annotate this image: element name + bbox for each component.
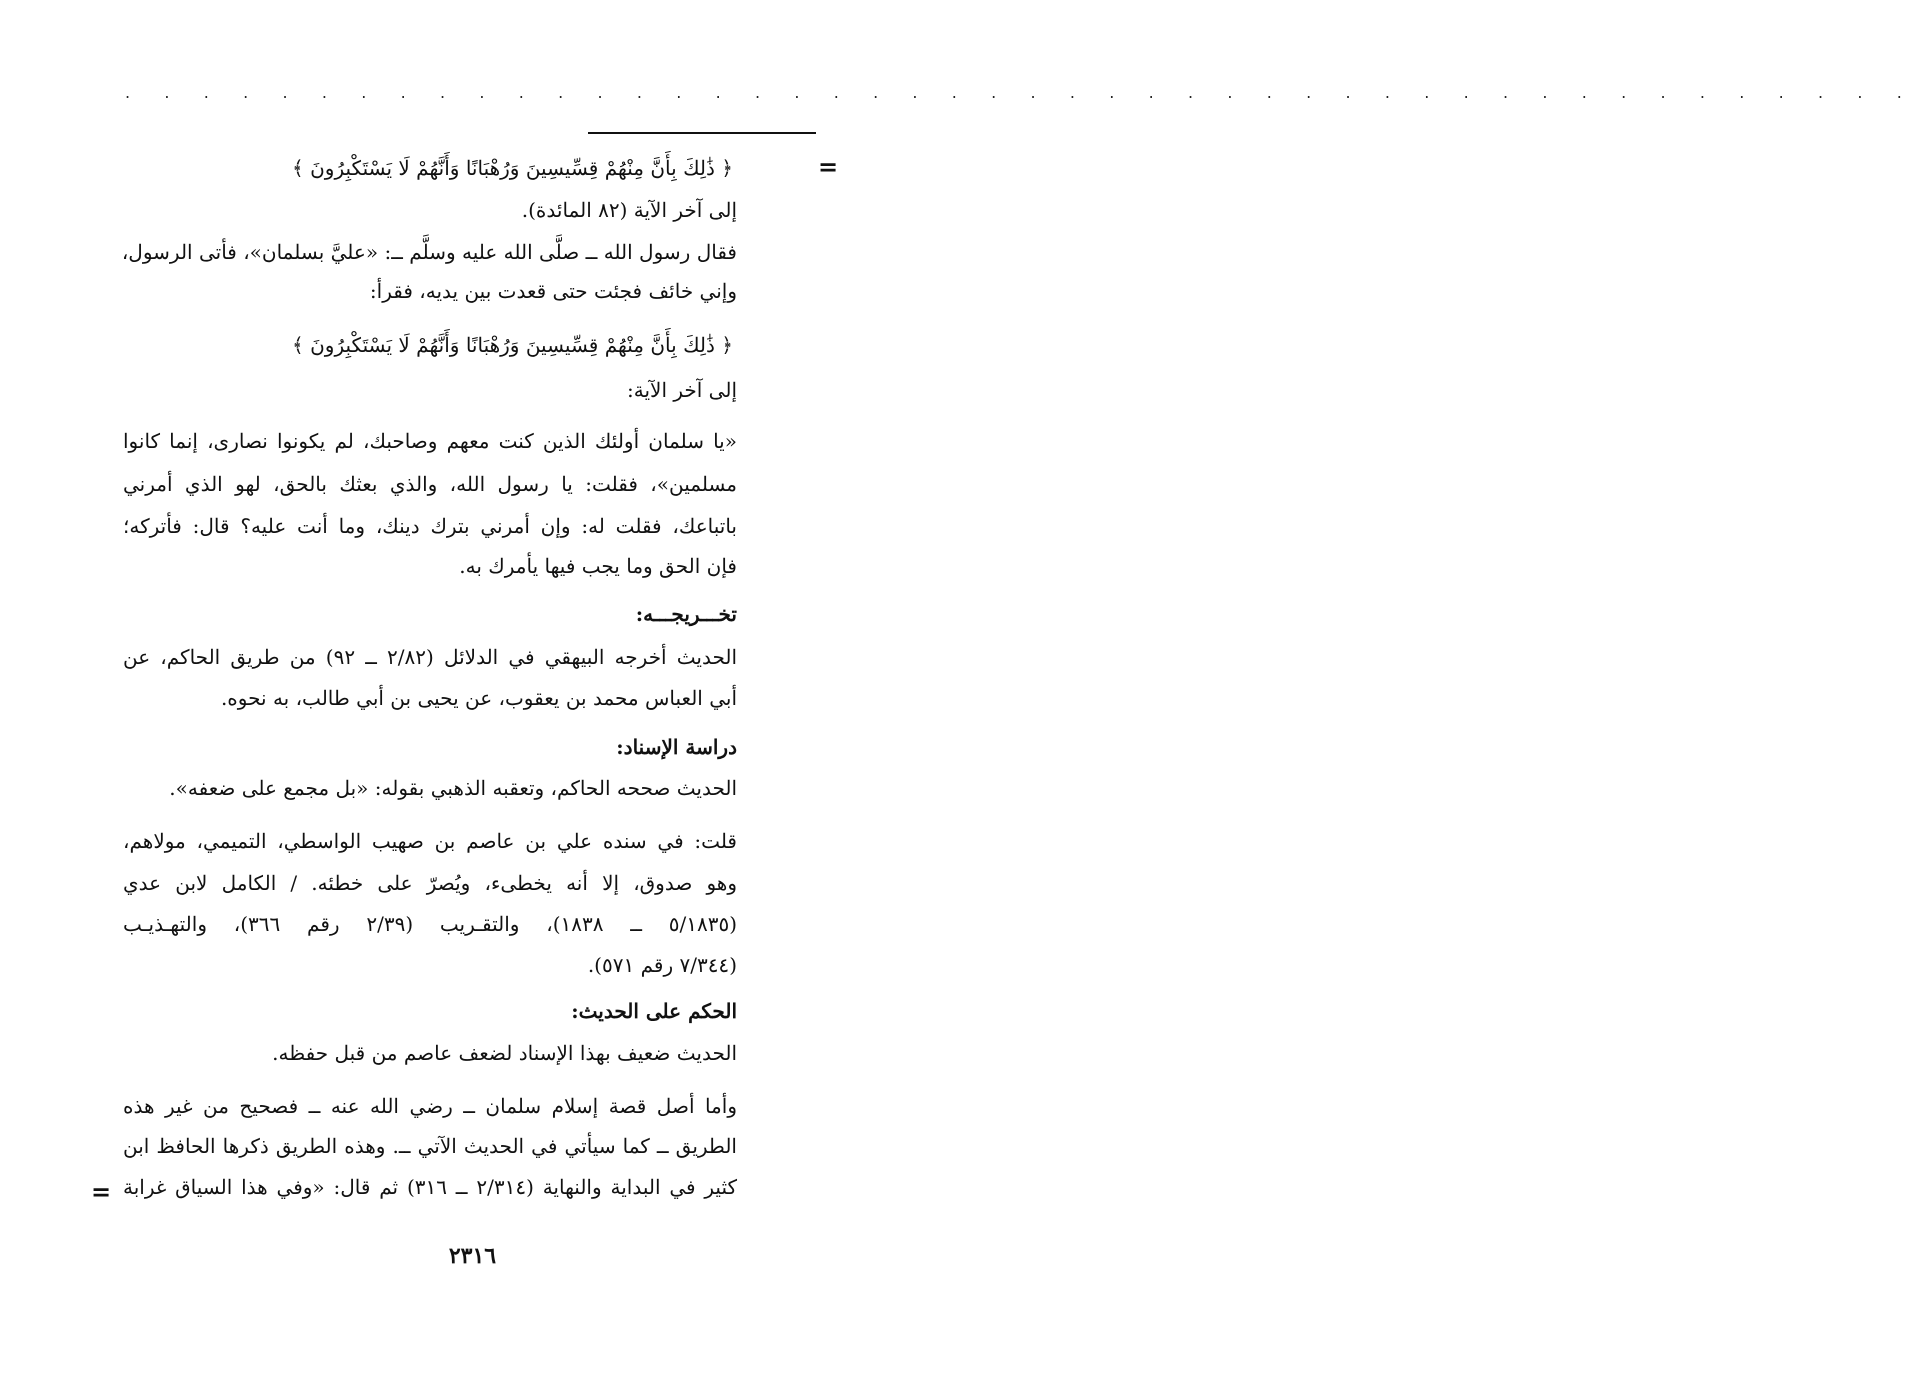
continuation-mark-top: =: [818, 153, 839, 181]
paragraph-line: الحديث أخرجه البيهقي في الدلائل (٢/٨٢ ــ ٩٢) من طريق الحاكم، عن: [123, 645, 738, 669]
paragraph-line: وهو صدوق، إلا أنه يخطىء، ويُصرّ على خطئه. / الكامل لابن عدي: [123, 871, 737, 895]
quran-verse-1: ﴿ ذَٰلِكَ بِأَنَّ مِنْهُمْ قِسِّيسِينَ وَرُهْبَانًا وَأَنَّهُمْ لَا يَسْتَكْبِرُونَ ﴾: [292, 156, 733, 180]
text-line: الحديث ضعيف بهذا الإسناد لضعف عاصم من قبل حفظه.: [272, 1041, 737, 1065]
continuation-mark-bottom: =: [91, 1178, 112, 1206]
text-line: وإني خائف فجئت حتى قعدت بين يديه، فقرأ:: [369, 279, 737, 303]
paragraph-line: «يا سلمان أولئك الذين كنت معهم وصاحبك، لم يكونوا نصارى، إنما كانوا: [123, 429, 737, 453]
paragraph-line: مسلمين»، فقلت: يا رسول الله، والذي بعثك بالحق، لهو الذي أمرني: [123, 472, 737, 496]
quran-verse-2: ﴿ ذَٰلِكَ بِأَنَّ مِنْهُمْ قِسِّيسِينَ وَرُهْبَانًا وَأَنَّهُمْ لَا يَسْتَكْبِرُونَ ﴾: [292, 333, 733, 357]
text-line: إلى آخر الآية (٨٢ المائدة).: [521, 198, 737, 222]
paragraph-line: (٥/١٨٣٥ ــ ١٨٣٨)، والتقـريب (٢/٣٩ رقم ٣٦٦)، والتهـذيـب: [123, 912, 738, 936]
section-heading-isnad: دراسة الإسناد:: [616, 735, 737, 759]
top-rule: [588, 132, 816, 134]
top-dotted-border: . . . . . . . . . . . . . . . . . . . . . . . . . . . . . . . . . . . . . . . . . . . . . .: [125, 83, 1916, 102]
paragraph-line: باتباعك، فقلت له: وإن أمرني بترك دينك، وما أنت عليه؟ قال: فأتركه؛: [123, 514, 737, 538]
text-line: فقال رسول الله ــ صلَّى الله عليه وسلَّم ــ: «عليَّ بسلمان»، فأتى الرسول،: [121, 240, 737, 264]
page-number: ٢٣١٦: [448, 1243, 497, 1269]
paragraph-line: أبي العباس محمد بن يعقوب، عن يحيى بن أبي طالب، به نحوه.: [220, 686, 737, 710]
paragraph-line: الطريق ــ كما سيأتي في الحديث الآتي ــ. وهذه الطريق ذكرها الحافظ ابن: [123, 1134, 737, 1158]
paragraph-line: وأما أصل قصة إسلام سلمان ــ رضي الله عنه ــ فصحيح من غير هذه: [123, 1094, 737, 1118]
paragraph-line: فإن الحق وما يجب فيها يأمرك به.: [459, 554, 737, 578]
text-line: إلى آخر الآية:: [627, 378, 737, 402]
paragraph-line: كثير في البداية والنهاية (٢/٣١٤ ــ ٣١٦) ثم قال: «وفي هذا السياق غرابة: [123, 1175, 738, 1199]
paragraph-line: قلت: في سنده علي بن عاصم بن صهيب الواسطي، التميمي، مولاهم،: [123, 829, 737, 853]
paragraph-line: (٧/٣٤٤ رقم ٥٧١).: [587, 953, 737, 977]
section-heading-takhrij: تخـــريجـــه:: [635, 602, 737, 626]
section-heading-hukm: الحكم على الحديث:: [571, 999, 737, 1023]
text-line: الحديث صححه الحاكم، وتعقبه الذهبي بقوله: «بل مجمع على ضعفه».: [169, 776, 737, 800]
